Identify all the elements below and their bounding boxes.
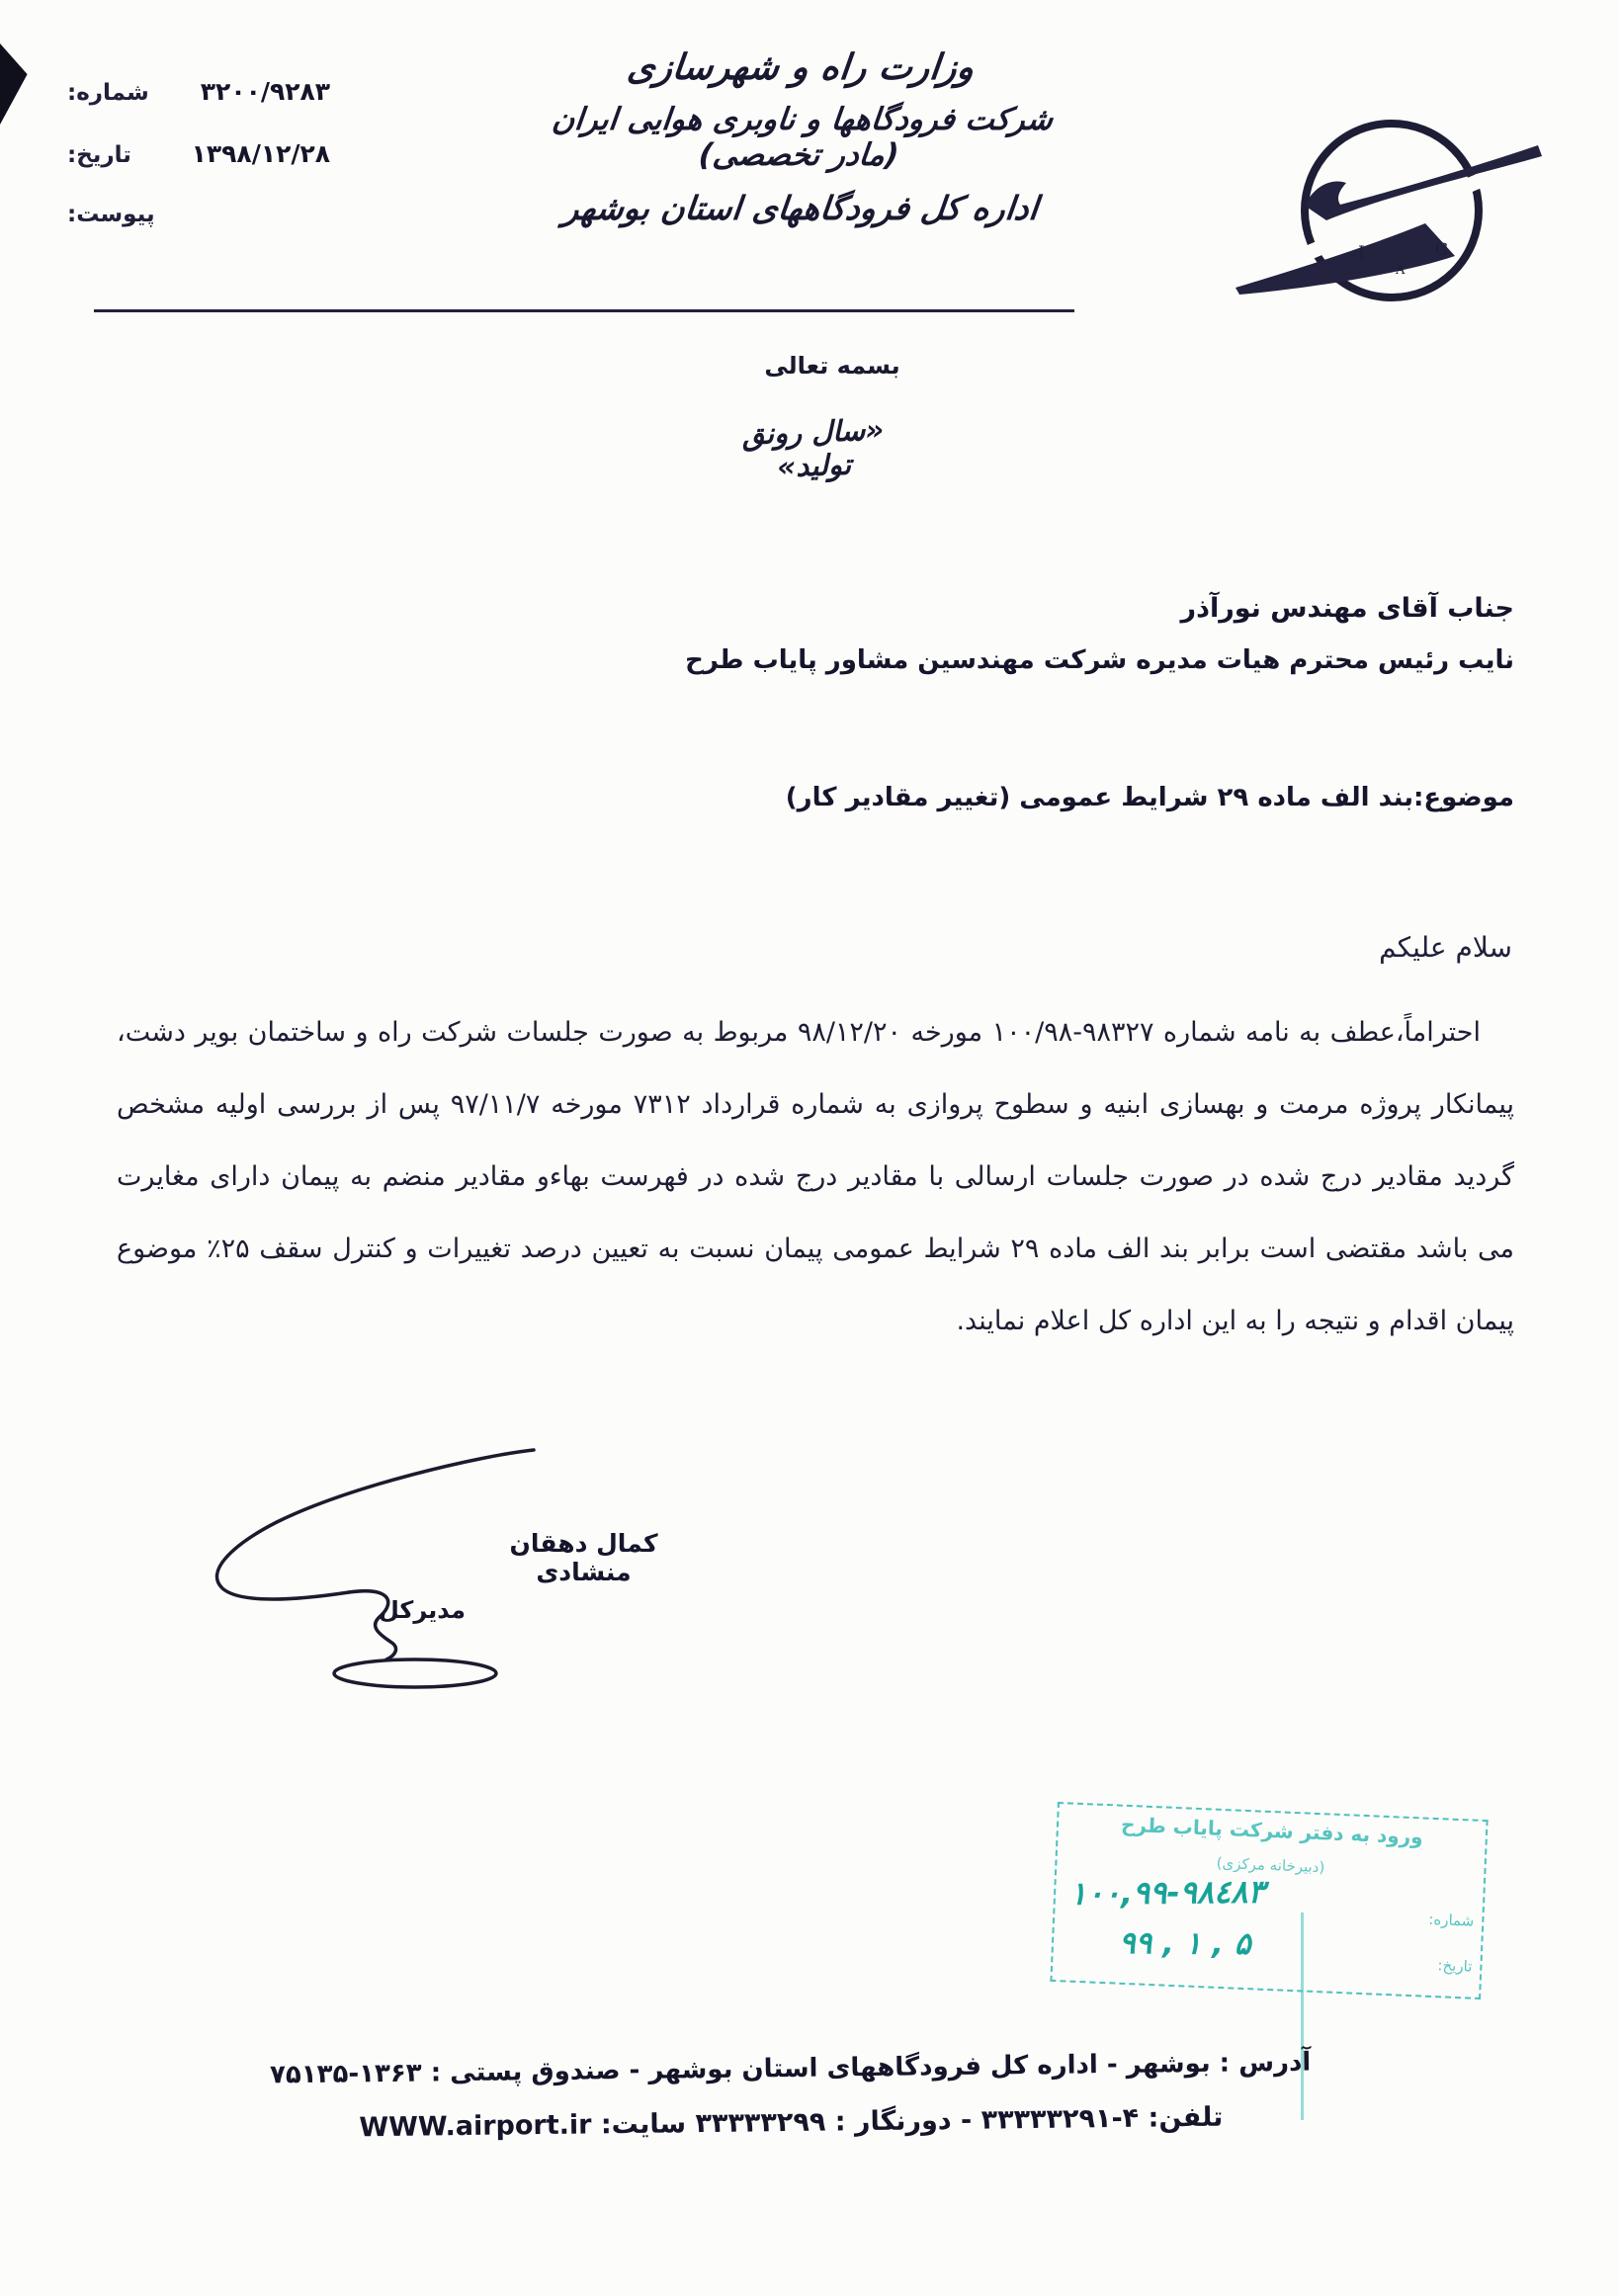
letter-body: احتراماً،عطف به نامه شماره ۹۸۳۲۷-۱۰۰/۹۸ مورخه ۹۸/۱۲/۲۰ مربوط به صورت جلسات شرکت راه و ساختمان بویر دشت، پیمانکار پروژه مرمت و بهسازی ابنیه و سطوح پروازی به شماره قرارداد ۷۳۱۲ مورخه ۹۷/۱۱/۷ پس از بررسی اولیه مشخص گردید مقادیر درج شده در صورت جلسات ارسالی با مقادیر درج شده در فهرست بهاءو مقادیر منضم به پیمان دارای مغایرت می باشد مقتضی است برابر بند الف ماده ۲۹ شرایط عمومی پیمان نسبت به تعیین درصد تغییرات و کنترل سقف ۲۵٪ موضوع پیمان اقدام و نتیجه را به این اداره کل اعلام نمایند. [117,1017,1514,1336]
meta-attachment-row [67,202,330,227]
stamp-office-line: ورود به دفتر شرکت پایاب طرح [1120,1812,1424,1849]
footer-contacts: تلفن: ۴-۳۳۳۳۳۲۹۱ - دورنگار : ۳۳۳۳۳۲۹۹ سایت: WWW.airport.ir [359,2101,1224,2144]
footer-address: آدرس : بوشهر - اداره کل فرودگاههای استان بوشهر - صندوق پستی : ۱۳۶۳-۷۵۱۳۵ [269,2047,1312,2090]
stamp-date-label: تاریخ: [1437,1956,1473,1976]
stamp-number-value: ۱۰۰,۹۹-۹۸٤۸۳ [1069,1872,1265,1913]
stamp-date-value: ۹۹ , ۱ , ۵ [1118,1925,1251,1962]
subject-line: موضوع:بند الف ماده ۲۹ شرایط عمومی (تغییر مقادیر کار) [785,783,1514,812]
letterhead [524,47,1077,227]
logo-letter-i: I [1358,243,1365,263]
signer-title: مدیرکل [378,1596,467,1624]
header-divider [94,309,1074,312]
besmele-text: بسمه تعالی [764,352,900,380]
letter-meta-block [67,77,330,261]
year-slogan: «سال رونق تولید» [741,412,885,484]
company-name: شرکت فرودگاهها و ناوبری هوایی ایران (مادر تخصصی) [550,102,1055,173]
recipient-block [685,593,1514,675]
attachment-label: پیوست: [67,202,155,227]
date-value: ۱۳۹۸/۱۲/۲۸ [191,139,330,168]
stamp-number-label: شماره: [1428,1910,1475,1930]
ministry-name: وزارت راه و شهرسازی [625,47,977,88]
scan-corner-artifact [0,43,30,125]
recipient-name: جناب آقای مهندس نورآذر [1180,593,1514,624]
footer-block [237,2047,1345,2145]
recipient-title: نایب رئیس محترم هیات مدیره شرکت مهندسین مشاور پایاب طرح [685,645,1514,675]
meta-number-row [67,77,330,106]
number-label: شماره: [67,80,149,106]
signer-name: کمال دهقان منشادی [509,1529,658,1586]
meta-date-row [67,139,330,168]
greeting: سلام علیکم [1379,931,1512,964]
office-name: اداره کل فرودگاههای استان بوشهر [560,189,1041,227]
receiving-stamp [1050,1802,1488,1999]
iac-logo-svg [1236,94,1542,321]
logo-letter-c: C [1435,240,1449,260]
signature-block [193,1418,722,1705]
logo-letter-a: A [1396,263,1406,278]
date-label: تاریخ: [67,142,131,168]
number-value: ۳۲۰۰/۹۲۸۳ [200,77,330,106]
stamp-secretariat-line: (دبیرخانه مرکزی) [1216,1853,1325,1877]
iac-logo-icon [1236,94,1542,321]
